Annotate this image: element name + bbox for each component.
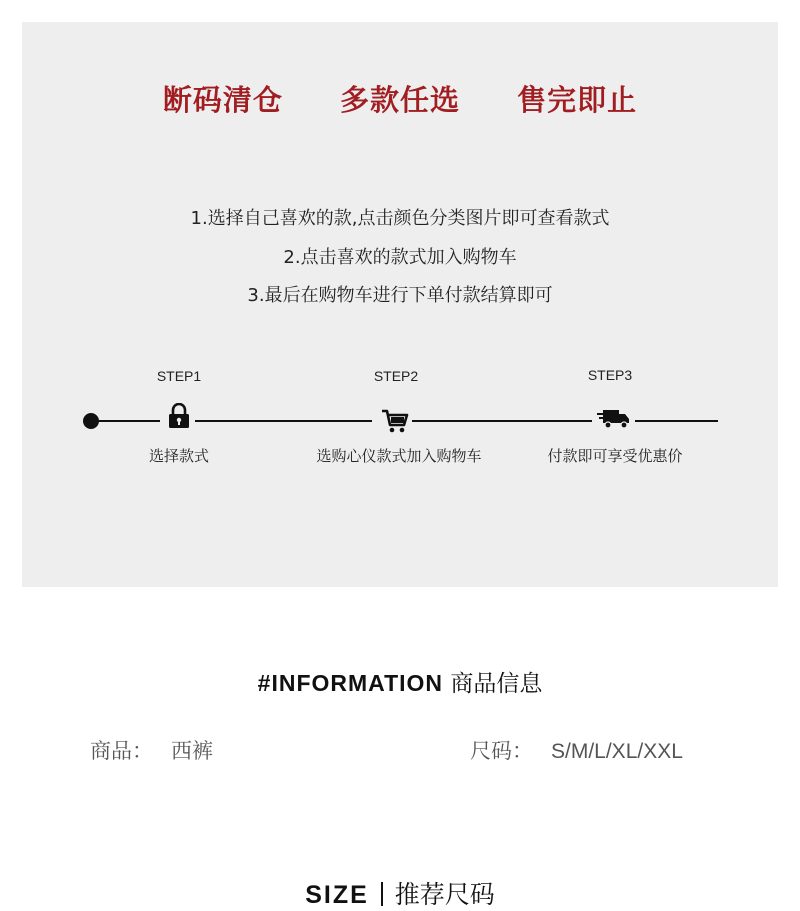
step3-label: STEP3 (587, 367, 633, 383)
product-row (90, 735, 213, 765)
headline-part-2: 多款任选 (339, 83, 460, 117)
size-row (470, 735, 683, 765)
product-value: 西裤 (171, 739, 213, 763)
size-value: S/M/L/XL/XXL (551, 740, 683, 763)
information-title-cn: 商品信息 (450, 671, 543, 697)
product-label: 商品： (90, 739, 153, 763)
step-line (635, 420, 718, 422)
size-label: 尺码： (470, 739, 533, 763)
step-line (195, 420, 372, 422)
instruction-1: 1.选择自己喜欢的款,点击颜色分类图片即可查看款式 (190, 208, 610, 229)
truck-icon (597, 407, 631, 435)
step1-label: STEP1 (156, 368, 202, 384)
size-title-cn: 推荐尺码 (394, 880, 495, 909)
instruction-3: 3.最后在购物车进行下单付款结算即可 (247, 285, 553, 306)
headline-part-1: 断码清仓 (162, 83, 283, 117)
size-title-en: SIZE (305, 881, 369, 909)
size-section-title (0, 875, 800, 911)
title-divider (381, 882, 383, 906)
step-line (92, 420, 160, 422)
step2-label: STEP2 (373, 368, 419, 384)
step3-caption: 付款即可享受优惠价 (547, 447, 683, 465)
step1-caption: 选择款式 (148, 447, 209, 465)
headline-part-3: 售完即止 (517, 83, 638, 117)
information-title-en: #INFORMATION (257, 670, 444, 696)
lock-icon (168, 403, 190, 433)
information-title (0, 665, 800, 698)
step2-caption: 选购心仪款式加入购物车 (316, 447, 482, 465)
step-line (412, 420, 592, 422)
cart-icon (381, 409, 409, 439)
instruction-2: 2.点击喜欢的款式加入购物车 (283, 247, 517, 268)
promo-headline (0, 78, 800, 119)
